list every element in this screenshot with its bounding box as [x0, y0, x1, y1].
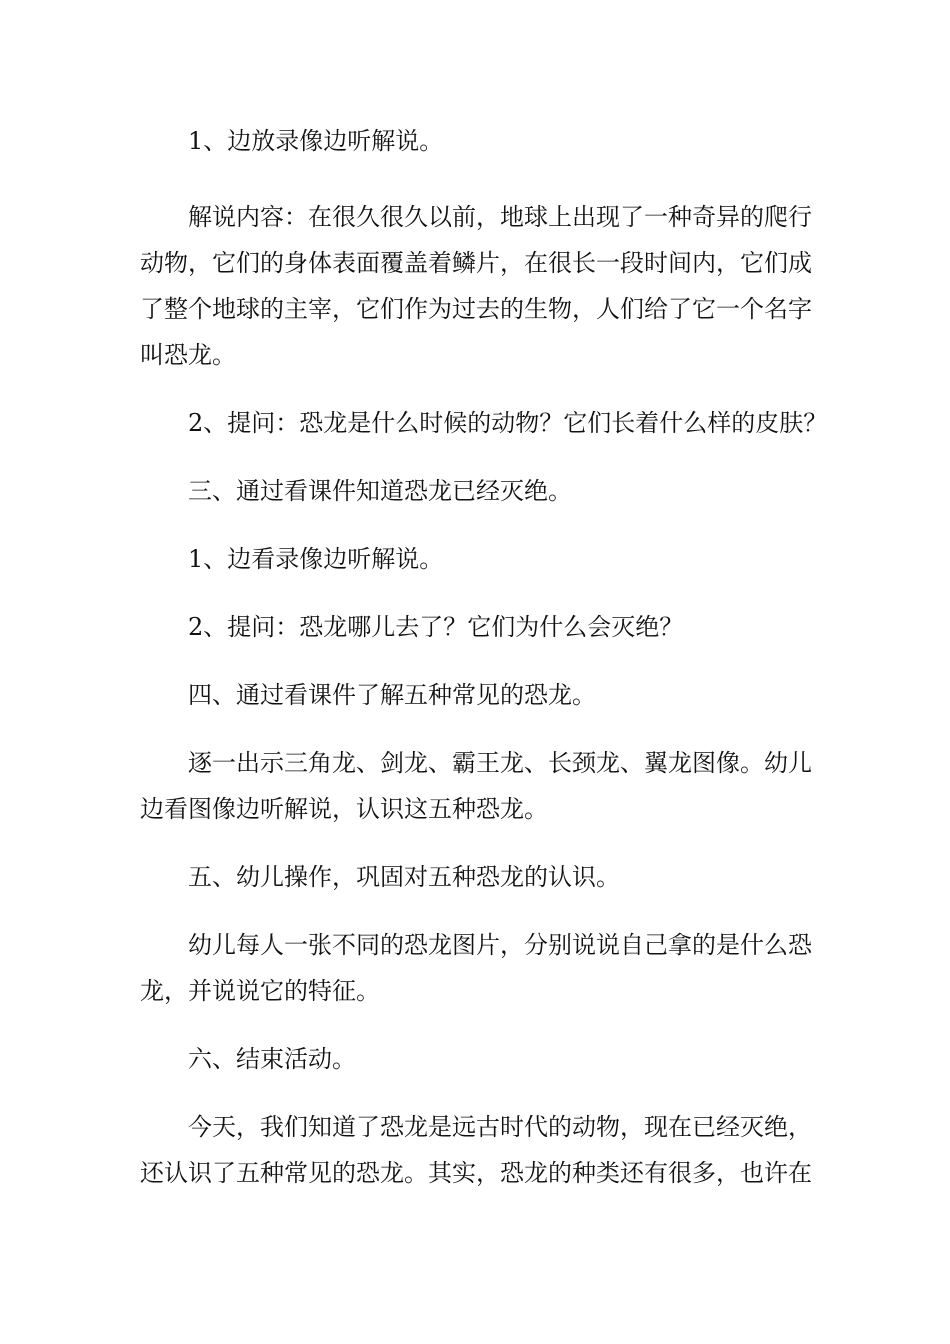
paragraph-line: 三、通过看课件知道恐龙已经灭绝。	[188, 477, 572, 505]
paragraph-line: 五、幼儿操作，巩固对五种恐龙的认识。	[188, 863, 620, 891]
paragraph-8	[140, 740, 812, 832]
paragraph-line: 了整个地球的主宰，它们作为过去的生物，人们给了它一个名字	[140, 295, 812, 323]
paragraph-line: 叫恐龙。	[140, 341, 236, 369]
paragraph-line: 逐一出示三角龙、剑龙、霸王龙、长颈龙、翼龙图像。幼儿	[188, 749, 812, 777]
paragraph-3	[140, 400, 828, 446]
paragraph-11	[140, 1036, 812, 1082]
paragraph-7	[140, 672, 812, 718]
paragraph-9	[140, 854, 812, 900]
paragraph-line: 1、边看录像边听解说。	[188, 545, 444, 573]
paragraph-line: 1、边放录像边听解说。	[188, 127, 444, 155]
paragraph-line: 龙，并说说它的特征。	[140, 977, 380, 1005]
paragraph-line: 幼儿每人一张不同的恐龙图片，分别说说自己拿的是什么恐	[188, 931, 812, 959]
paragraph-6	[140, 604, 812, 650]
paragraph-1	[140, 118, 812, 164]
paragraph-line: 2、提问：恐龙哪儿去了？它们为什么会灭绝？	[188, 613, 684, 641]
paragraph-line: 动物，它们的身体表面覆盖着鳞片，在很长一段时间内，它们成	[140, 249, 812, 277]
paragraph-line: 今天，我们知道了恐龙是远古时代的动物，现在已经灭绝，	[188, 1113, 812, 1141]
paragraph-line: 解说内容：在很久很久以前，地球上出现了一种奇异的爬行	[188, 203, 812, 231]
paragraph-line: 边看图像边听解说，认识这五种恐龙。	[140, 795, 548, 823]
paragraph-2	[140, 194, 812, 378]
paragraph-4	[140, 468, 812, 514]
paragraph-line: 还认识了五种常见的恐龙。其实，恐龙的种类还有很多，也许在	[140, 1159, 812, 1187]
paragraph-line: 四、通过看课件了解五种常见的恐龙。	[188, 681, 596, 709]
paragraph-line: 六、结束活动。	[188, 1045, 356, 1073]
paragraph-5	[140, 536, 812, 582]
document-body	[140, 118, 828, 1196]
paragraph-12	[140, 1104, 812, 1196]
paragraph-10	[140, 922, 812, 1014]
paragraph-line: 2、提问：恐龙是什么时候的动物？它们长着什么样的皮肤？	[188, 409, 828, 437]
